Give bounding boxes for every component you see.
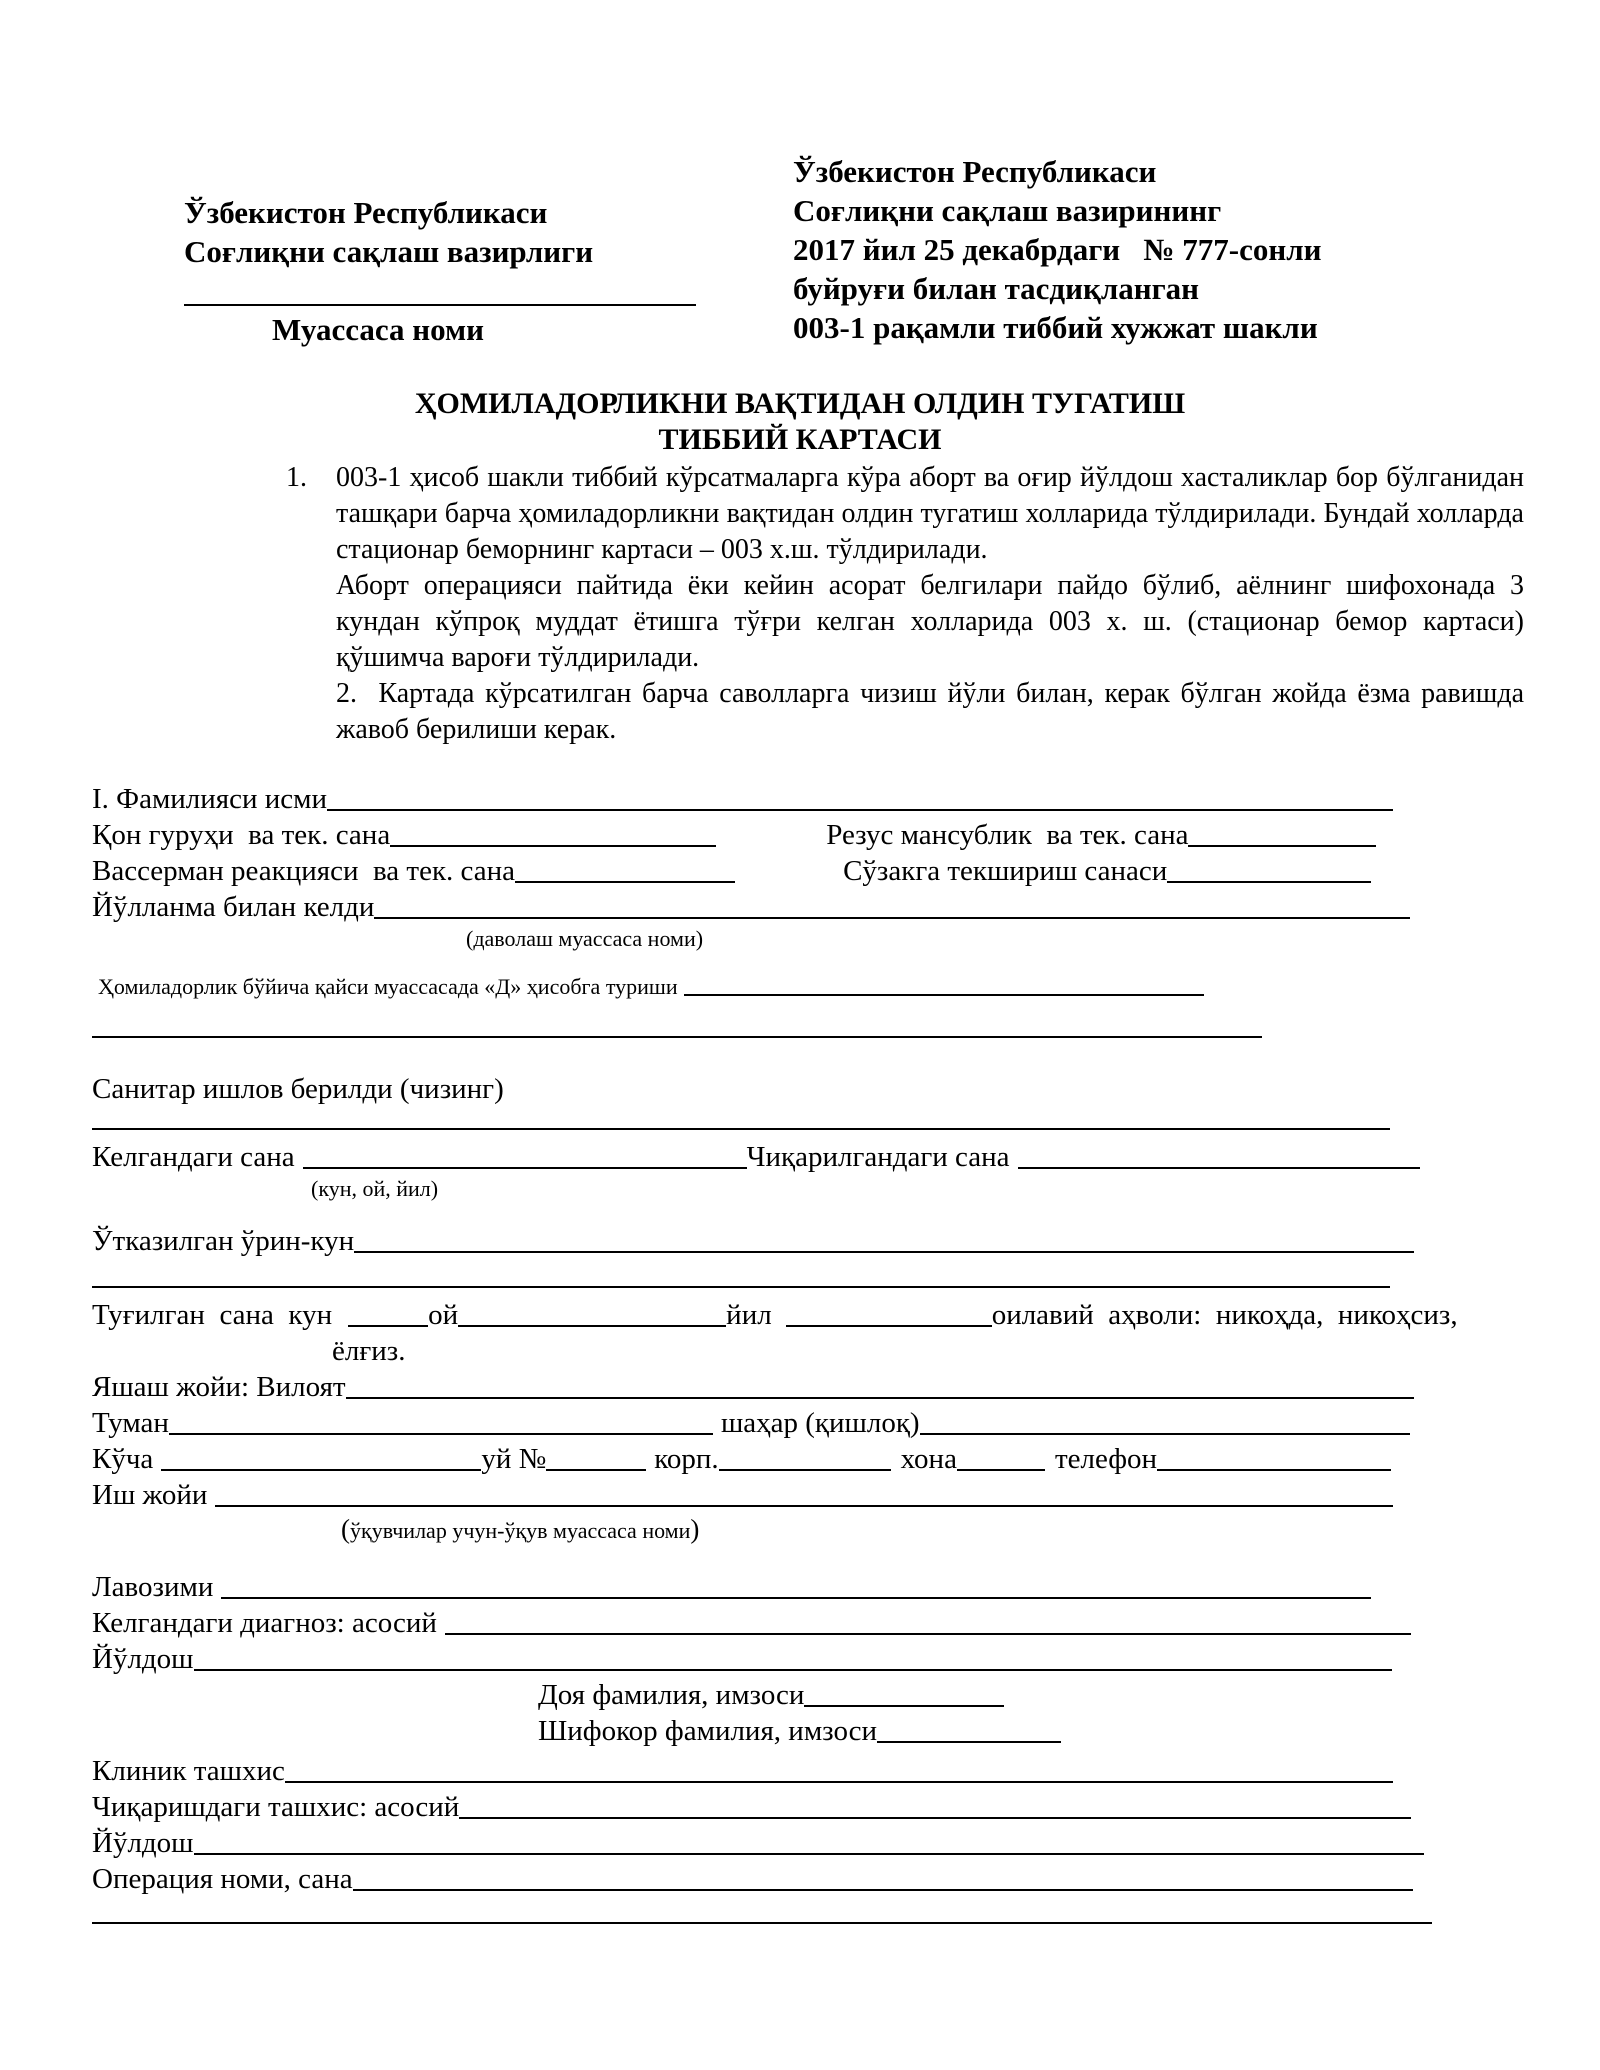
clinical-diagnosis-field[interactable] bbox=[285, 1753, 1393, 1783]
sanitary-label: Санитар ишлов берилди (чизинг) bbox=[92, 1073, 504, 1105]
comorbid-2-field[interactable] bbox=[194, 1825, 1424, 1855]
bed-days-field[interactable] bbox=[354, 1223, 1414, 1253]
row-birth bbox=[92, 1296, 1458, 1332]
building-label: корп. bbox=[654, 1443, 719, 1475]
workplace-label: Иш жойи bbox=[92, 1479, 208, 1511]
midwife-signature-field[interactable] bbox=[804, 1677, 1004, 1707]
header-right bbox=[793, 152, 1322, 347]
row-wasserman bbox=[92, 852, 1371, 888]
row-clinical-diagnosis bbox=[92, 1752, 1393, 1788]
row-doctor-signature bbox=[538, 1712, 1061, 1748]
operation-field-continued[interactable] bbox=[92, 1922, 1432, 1924]
instruction-2-text: Картада кўрсатилган барча саволларга чизиш йўли билан, керак бўлган жойда ёзма равишда жавоб берилиши керак. bbox=[336, 678, 1524, 745]
wasserman-field[interactable] bbox=[515, 853, 735, 883]
workplace-field[interactable] bbox=[215, 1477, 1393, 1507]
birth-date-label: Туғилган сана кун bbox=[92, 1299, 333, 1331]
referral-field[interactable] bbox=[374, 889, 1410, 919]
header-right-line4: буйруғи билан тасдиқланган bbox=[793, 271, 1200, 306]
operation-label: Операция номи, сана bbox=[92, 1863, 353, 1895]
workplace-hint-open: ( bbox=[341, 1514, 350, 1544]
instruction-1-paragraph-1: 003-1 ҳисоб шакли тиббий кўрсатмаларга кўра аборт ва оғир йўлдош хасталиклар бор бўлганидан ташқари барча ҳомиладорликни вақтидан олдин тугатиш холларида тўлдирилади. Бундай холларда стационар беморнинг картаси – 003 х.ш. тўлдирилади. bbox=[336, 462, 1524, 565]
document-title: ҲОМИЛАДОРЛИКНИ ВАҚТИДАН ОЛДИН ТУГАТИШ bbox=[414, 387, 1186, 420]
blood-group-field[interactable] bbox=[390, 817, 716, 847]
house-field[interactable] bbox=[546, 1441, 646, 1471]
admission-diagnosis-field[interactable] bbox=[445, 1605, 1411, 1635]
residence-label: Яшаш жойи: Вилоят bbox=[92, 1371, 346, 1403]
marital-label: оилавий аҳволи: никоҳда, никоҳсиз, bbox=[991, 1299, 1458, 1331]
city-field[interactable] bbox=[920, 1405, 1410, 1435]
region-field[interactable] bbox=[346, 1369, 1414, 1399]
header-left-ministry: Соғлиқни сақлаш вазирлиги bbox=[184, 234, 594, 269]
sanitary-field[interactable] bbox=[92, 1128, 1390, 1130]
month-label: ой bbox=[428, 1299, 459, 1331]
referral-hint: (даволаш муассаса номи) bbox=[466, 926, 704, 951]
instruction-1-paragraph-2: Аборт операцияси пайтида ёки кейин асорат белгилари пайдо бўлиб, аёлнинг шифохонада 3 кундан кўпроқ муддат ётишга тўғри келган холларида 003 х. ш. (стационар бемор картаси) қўшимча вароғи тўлдирилади. bbox=[336, 570, 1524, 673]
discharge-diagnosis-field[interactable] bbox=[459, 1789, 1411, 1819]
workplace-hint-close: ) bbox=[690, 1514, 700, 1544]
position-label: Лавозими bbox=[92, 1571, 214, 1603]
date-hint: (кун, ой, йил) bbox=[311, 1176, 439, 1201]
comorbid-field[interactable] bbox=[194, 1641, 1392, 1671]
header-right-line3: 2017 йил 25 декабрдаги № 777-сонли bbox=[793, 232, 1322, 267]
referral-label: Йўлланма билан келди bbox=[92, 891, 375, 923]
header-left bbox=[184, 193, 593, 271]
instruction-2-paragraph bbox=[336, 676, 1524, 748]
row-admission-diagnosis bbox=[92, 1604, 1411, 1640]
document-subtitle: ТИББИЙ КАРТАСИ bbox=[658, 423, 942, 456]
discharge-diagnosis-label: Чиқаришдаги ташхис: асосий bbox=[92, 1791, 460, 1823]
birth-month-field[interactable] bbox=[458, 1297, 726, 1327]
row-surname bbox=[92, 780, 1393, 816]
header-right-line1: Ўзбекистон Республикаси bbox=[793, 154, 1157, 189]
bed-days-label: Ўтказилган ўрин-кун bbox=[92, 1225, 355, 1257]
registered-field[interactable] bbox=[684, 972, 1204, 996]
row-sanitary bbox=[92, 1070, 504, 1106]
city-label: шаҳар (қишлоқ) bbox=[720, 1407, 920, 1439]
row-bed-days bbox=[92, 1222, 1414, 1258]
district-field[interactable] bbox=[169, 1405, 713, 1435]
surname-field[interactable] bbox=[327, 781, 1393, 811]
position-field[interactable] bbox=[221, 1569, 1371, 1599]
row-comorbid-2 bbox=[92, 1824, 1424, 1860]
year-label: йил bbox=[726, 1299, 772, 1331]
doctor-signature-label: Шифокор фамилия, имзоси bbox=[538, 1715, 878, 1747]
doctor-signature-field[interactable] bbox=[877, 1713, 1061, 1743]
row-district bbox=[92, 1404, 1410, 1440]
row-midwife-signature bbox=[538, 1676, 1004, 1712]
admission-date-field[interactable] bbox=[303, 1139, 747, 1169]
room-field[interactable] bbox=[957, 1441, 1045, 1471]
header-right-line2: Соғлиқни сақлаш вазирининг bbox=[793, 193, 1222, 228]
row-dates bbox=[92, 1138, 1420, 1174]
bed-days-field-continued[interactable] bbox=[92, 1286, 1390, 1288]
phone-field[interactable] bbox=[1157, 1441, 1391, 1471]
birth-year-field[interactable] bbox=[786, 1297, 992, 1327]
row-address bbox=[92, 1440, 1391, 1476]
birth-day-field[interactable] bbox=[348, 1297, 428, 1327]
building-field[interactable] bbox=[719, 1441, 891, 1471]
row-operation bbox=[92, 1860, 1413, 1896]
street-field[interactable] bbox=[161, 1441, 481, 1471]
discharge-date-label: Чиқарилгандаги сана bbox=[746, 1141, 1010, 1173]
surname-label: I. Фамилияси исми bbox=[92, 783, 328, 815]
header-right-line5: 003-1 рақамли тиббий хужжат шакли bbox=[793, 310, 1318, 345]
institution-name-label: Муассаса номи bbox=[272, 312, 484, 347]
gonorrhea-label: Сўзакга текшириш санаси bbox=[843, 855, 1168, 887]
admission-diagnosis-label: Келгандаги диагноз: асосий bbox=[92, 1607, 437, 1639]
comorbid-label: Йўлдош bbox=[92, 1643, 194, 1675]
house-label: уй № bbox=[481, 1443, 547, 1475]
row-position bbox=[92, 1568, 1371, 1604]
workplace-hint bbox=[341, 1516, 699, 1544]
rhesus-label: Резус мансублик ва тек. сана bbox=[826, 819, 1189, 851]
midwife-signature-label: Доя фамилия, имзоси bbox=[538, 1679, 805, 1711]
phone-label: телефон bbox=[1054, 1443, 1158, 1475]
comorbid-2-label: Йўлдош bbox=[92, 1827, 194, 1859]
row-residence bbox=[92, 1368, 1414, 1404]
institution-name-line[interactable] bbox=[184, 304, 696, 306]
district-label: Туман bbox=[92, 1407, 169, 1439]
row-discharge-diagnosis bbox=[92, 1788, 1411, 1824]
street-label: Кўча bbox=[92, 1443, 154, 1475]
registered-label: Ҳомиладорлик бўйича қайси муассасада «Д» ҳисобга туриши bbox=[98, 974, 678, 999]
gonorrhea-field[interactable] bbox=[1167, 853, 1371, 883]
clinical-diagnosis-label: Клиник ташхис bbox=[92, 1755, 285, 1787]
blood-group-label: Қон гуруҳи ва тек. сана bbox=[92, 819, 391, 851]
row-blood bbox=[92, 816, 1376, 852]
discharge-date-field[interactable] bbox=[1018, 1139, 1420, 1169]
instruction-1 bbox=[286, 460, 1524, 676]
instructions bbox=[286, 460, 1524, 748]
workplace-hint-text: ўқувчилар учун-ўқув муассаса номи bbox=[350, 1518, 691, 1543]
row-workplace bbox=[92, 1476, 1393, 1512]
rhesus-field[interactable] bbox=[1188, 817, 1376, 847]
row-comorbid bbox=[92, 1640, 1392, 1676]
instruction-2-number: 2. bbox=[336, 678, 357, 709]
instruction-2 bbox=[286, 676, 1524, 748]
admission-date-label: Келгандаги сана bbox=[92, 1141, 295, 1173]
instruction-1-number: 1. bbox=[286, 462, 307, 493]
operation-field[interactable] bbox=[353, 1861, 1413, 1891]
row-registered bbox=[98, 968, 1204, 1004]
registered-field-continued[interactable] bbox=[92, 1036, 1262, 1038]
row-referral bbox=[92, 888, 1410, 924]
marital-alone-label: ёлғиз. bbox=[332, 1335, 406, 1367]
header-left-country: Ўзбекистон Республикаси bbox=[184, 195, 548, 230]
room-label: хона bbox=[900, 1443, 957, 1475]
row-alone bbox=[332, 1332, 405, 1368]
wasserman-label: Вассерман реакцияси ва тек. сана bbox=[92, 855, 516, 887]
